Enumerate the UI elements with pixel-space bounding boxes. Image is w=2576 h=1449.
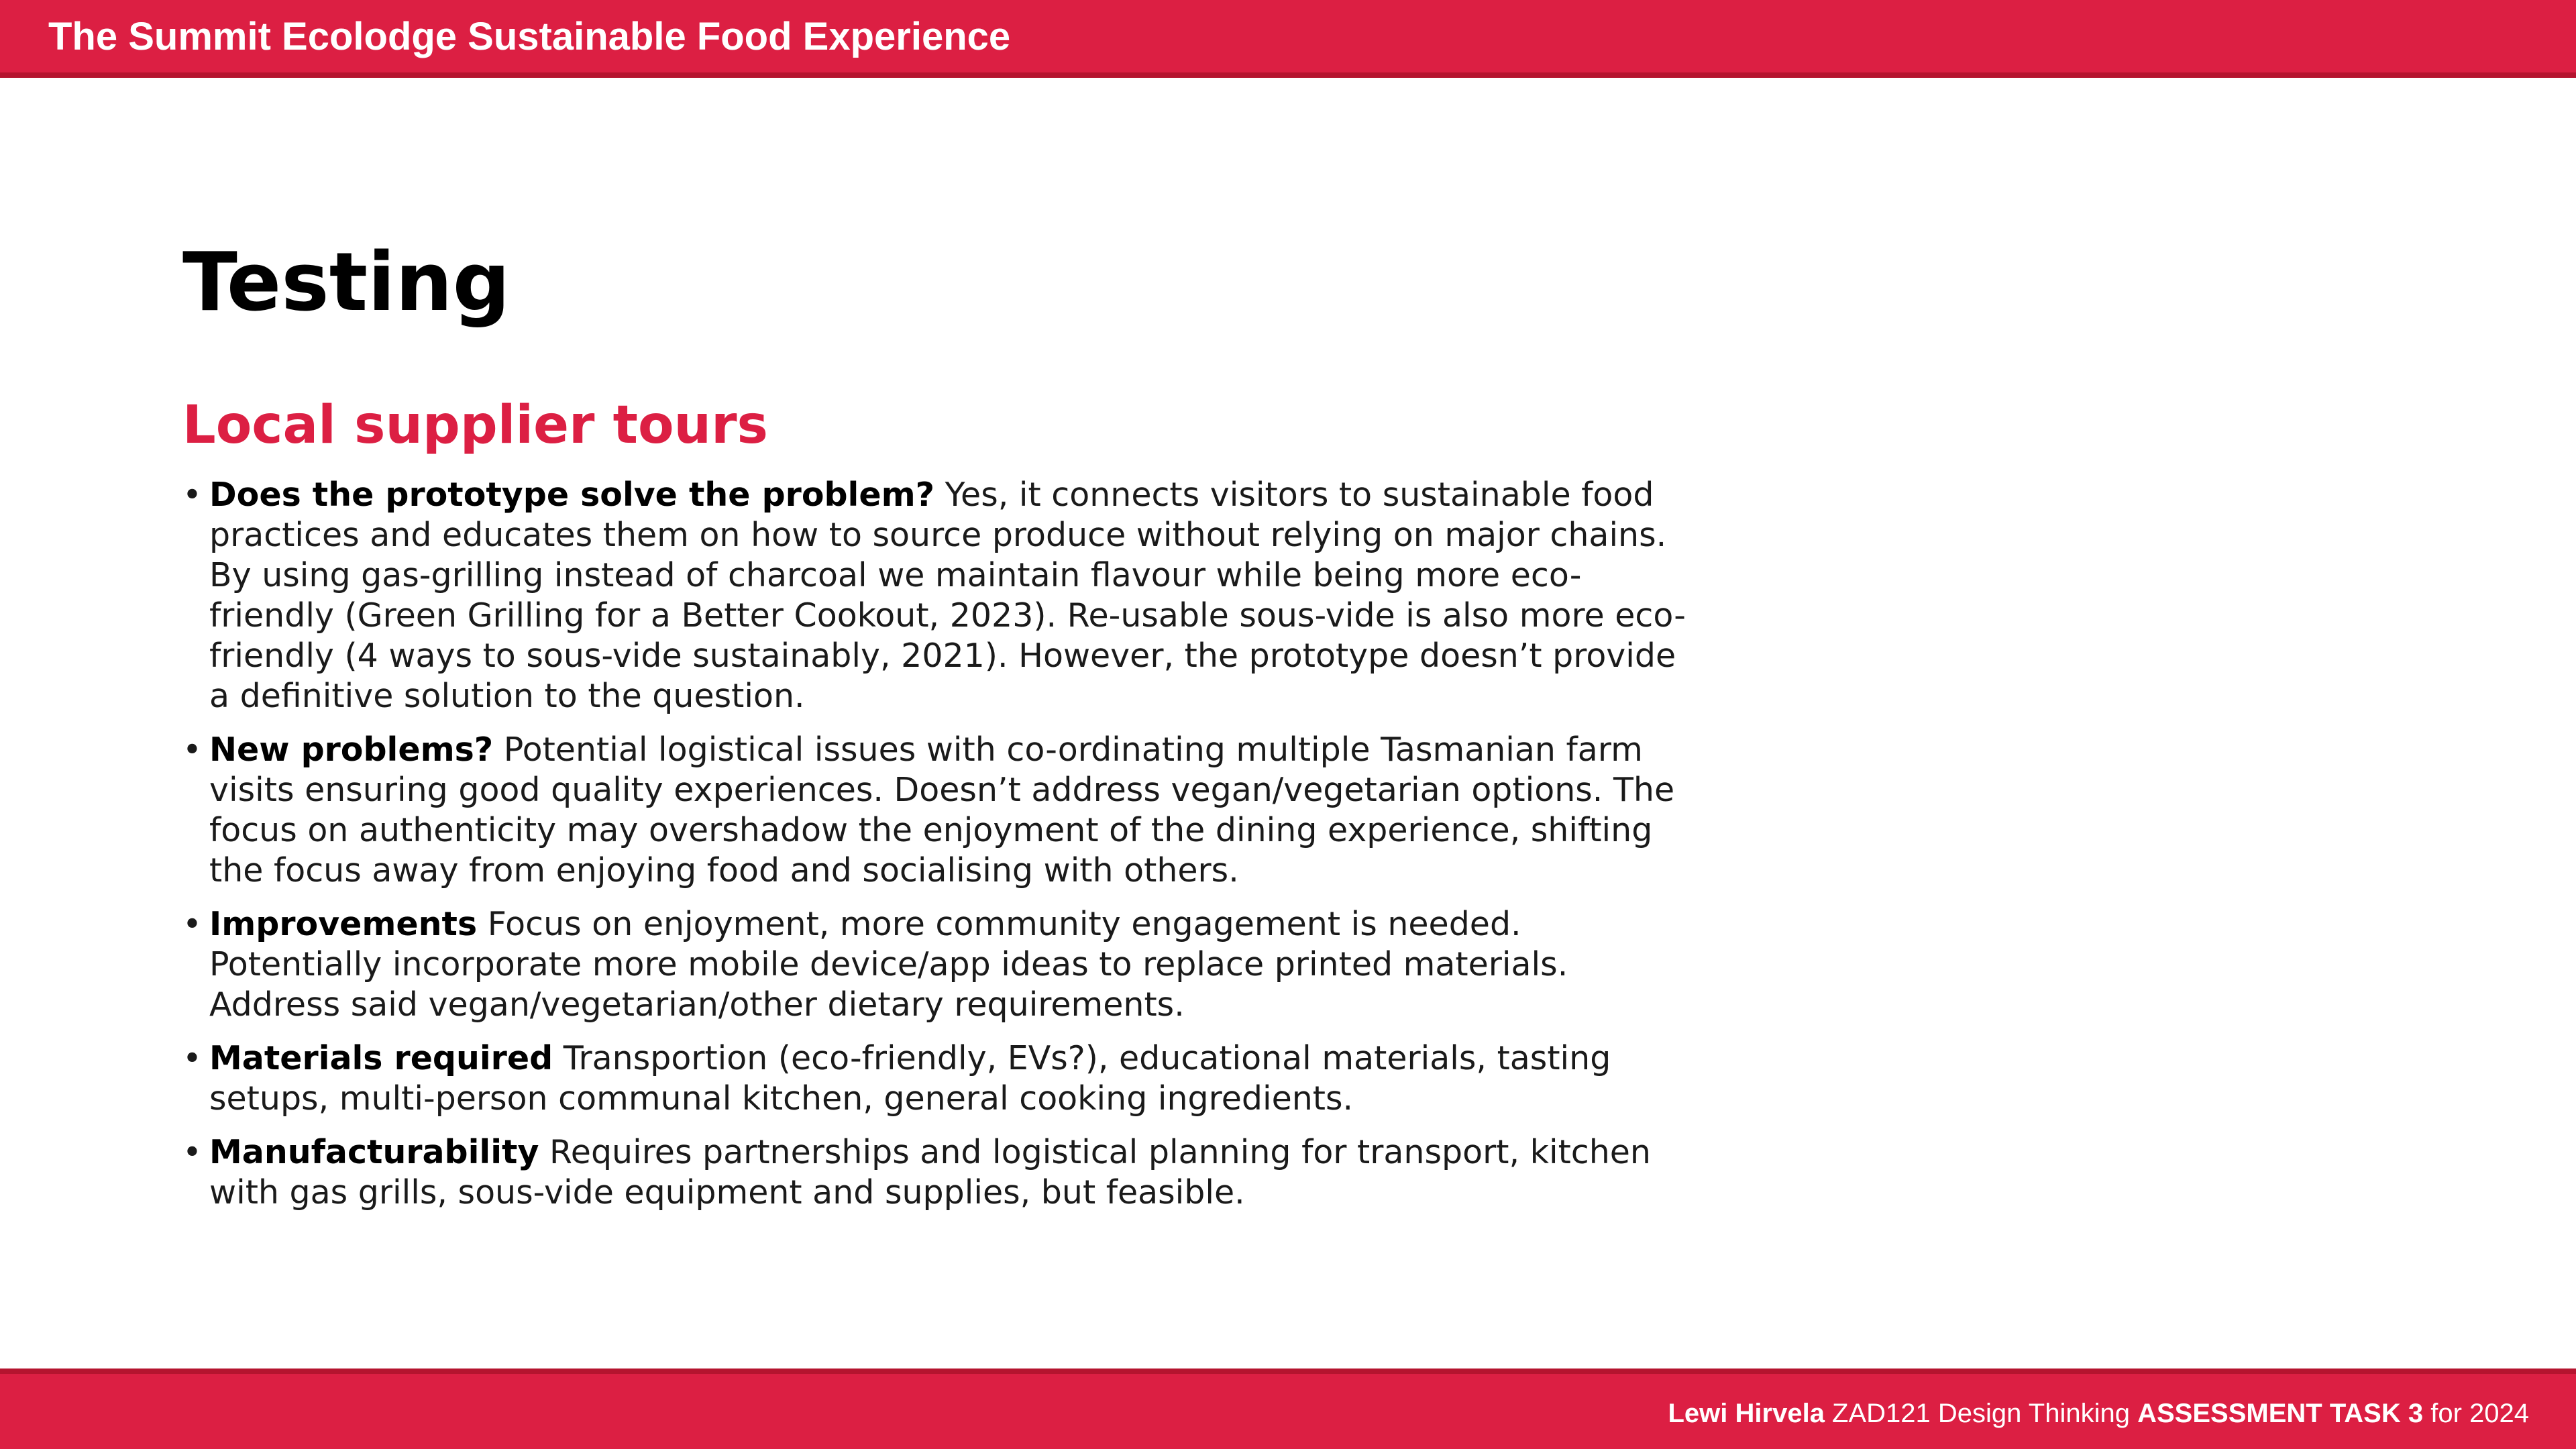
- bullet-item: [182, 475, 1699, 716]
- bullet-text: Transportion (eco-friendly, EVs?), educational materials, tasting setups, multi-person communal kitchen, general cooking ingredients.: [209, 1039, 1611, 1118]
- footer-author: Lewi Hirvela: [1668, 1399, 1825, 1428]
- bullet-dot: •: [182, 905, 202, 943]
- footer-task: ASSESSMENT TASK 3: [2137, 1399, 2424, 1428]
- footer-course: ZAD121 Design Thinking: [1824, 1399, 2138, 1428]
- footer-bar: [0, 1368, 2576, 1449]
- bullet-dot: •: [182, 731, 202, 769]
- bullet-dot: •: [182, 1133, 202, 1171]
- bullet-item: [182, 730, 1699, 891]
- header-title: The Summit Ecolodge Sustainable Food Experience: [48, 15, 1011, 58]
- footer-year: for 2024: [2423, 1399, 2529, 1428]
- bullet-item: [182, 1132, 1699, 1213]
- bullet-item: [182, 904, 1699, 1025]
- bullet-term: Improvements: [209, 905, 478, 943]
- bullet-dot: •: [182, 1039, 202, 1077]
- bullet-list: [182, 475, 1699, 1226]
- bullet-term: Manufacturability: [209, 1133, 539, 1171]
- bullet-text: Focus on enjoyment, more community engagement is needed. Potentially incorporate more mobile device/app ideas to replace printed materials. Address said vegan/vegetarian/other dietary requirements.: [209, 905, 1568, 1024]
- footer-credit: [1668, 1397, 2530, 1430]
- header-bar: [0, 0, 2576, 78]
- bullet-text: Potential logistical issues with co-ordinating multiple Tasmanian farm visits ensuring good quality experiences. Doesn’t address vegan/vegetarian options. The focus on authenticity may overshadow the enjoyment of the dining experience, shifting the focus away from enjoying food and socialising with others.: [209, 731, 1675, 890]
- bullet-text: Yes, it connects visitors to sustainable food practices and educates them on how to source produce without relying on major chains. By using gas-grilling instead of charcoal we maintain flavour while being more eco-friendly (Green Grilling for a Better Cookout, 2023). Re-usable sous-vide is also more eco-friendly (4 ways to sous-vide sustainably, 2021). However, the prototype doesn’t provide a definitive solution to the question.: [209, 476, 1686, 715]
- bullet-term: Does the prototype solve the problem?: [209, 476, 935, 514]
- section-subtitle: Local supplier tours: [182, 395, 768, 455]
- bullet-term: New problems?: [209, 731, 494, 769]
- page-title: Testing: [182, 236, 511, 329]
- bullet-term: Materials required: [209, 1039, 553, 1077]
- bullet-item: [182, 1038, 1699, 1119]
- bullet-dot: •: [182, 476, 202, 514]
- bullet-text: Requires partnerships and logistical planning for transport, kitchen with gas grills, sous-vide equipment and supplies, but feasible.: [209, 1133, 1651, 1212]
